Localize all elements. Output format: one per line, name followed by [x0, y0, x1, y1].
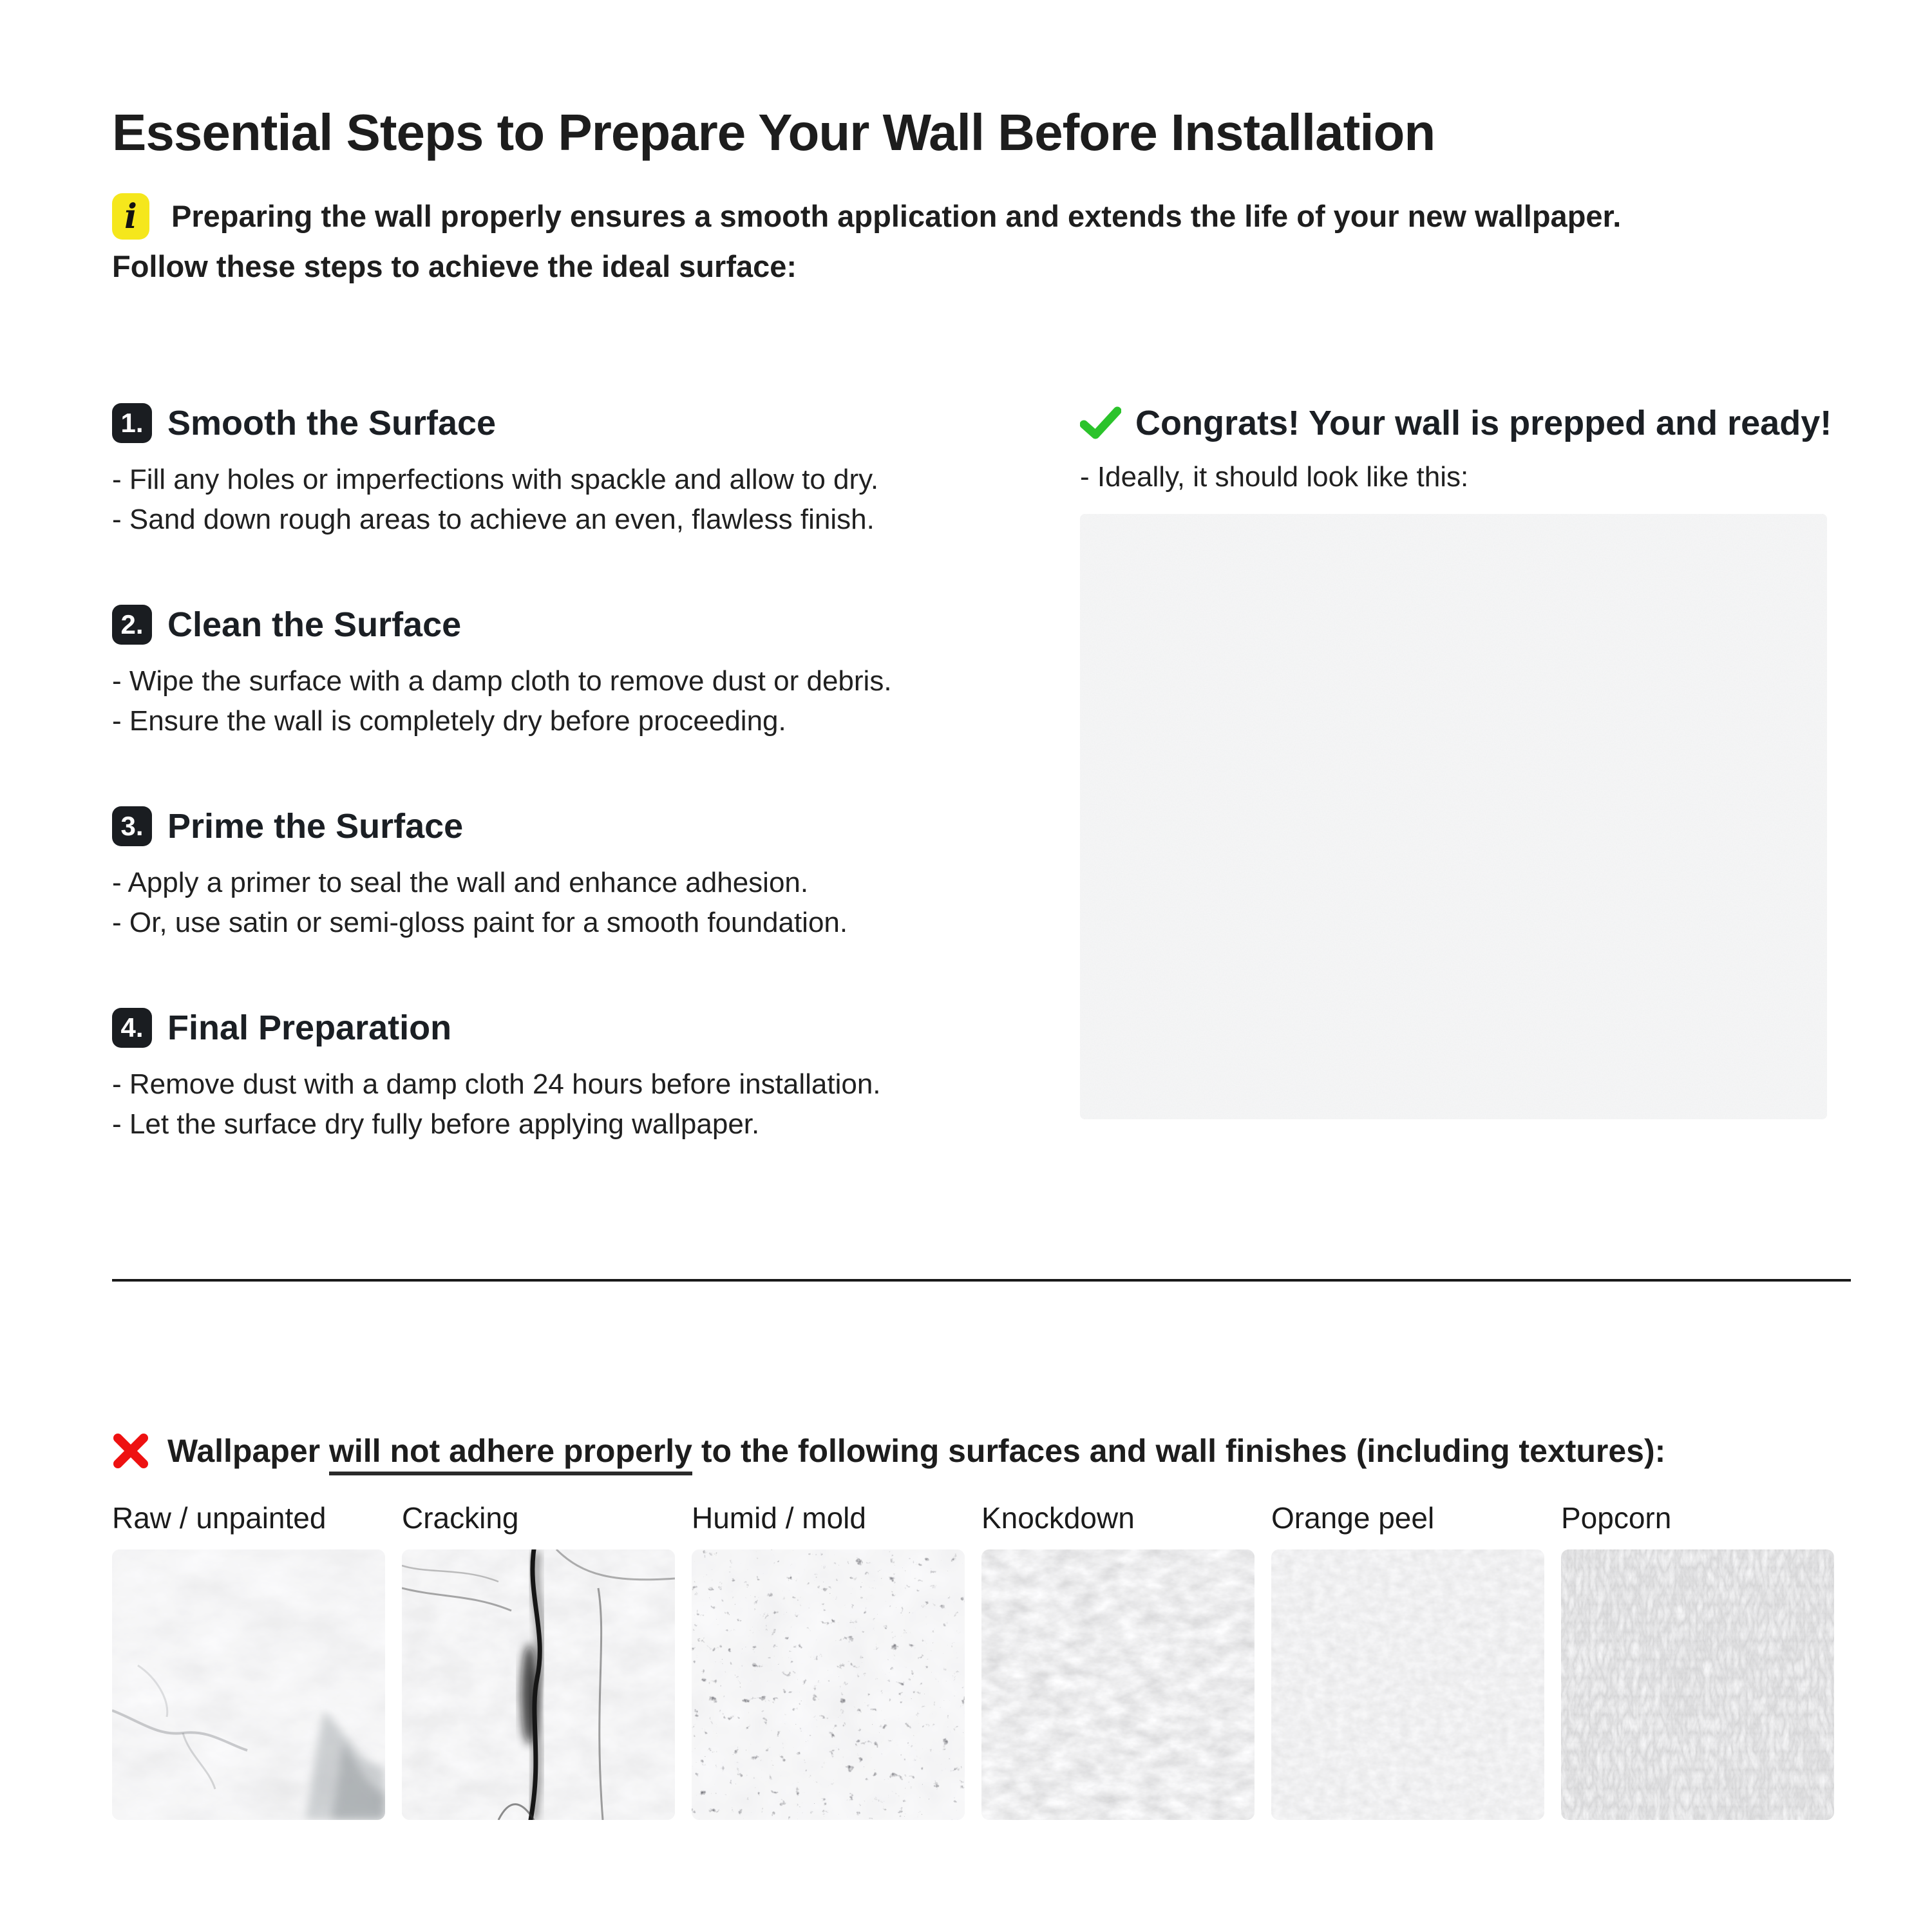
step-number-badge: 1.: [112, 403, 152, 443]
surface-column-orange-peel: [1271, 1501, 1544, 1820]
step-title: Prime the Surface: [167, 807, 464, 846]
success-panel: [1080, 403, 1840, 1119]
surface-texture-image: [112, 1549, 385, 1820]
surface-column-popcorn: [1561, 1501, 1834, 1820]
intro-note: [112, 193, 1844, 290]
surface-label: Humid / mold: [692, 1501, 866, 1535]
surface-texture-image: [402, 1549, 675, 1820]
step-number-badge: 2.: [112, 605, 152, 645]
warning-heading: Wallpaper will not adhere properly to the following surfaces and wall finishes (including textures):: [167, 1432, 1665, 1470]
step-title: Clean the Surface: [167, 605, 462, 644]
surface-column-knockdown: [981, 1501, 1255, 1820]
step-item-1: [112, 403, 1065, 540]
surface-label: Raw / unpainted: [112, 1501, 327, 1535]
step-bullet: - Let the surface dry fully before applying wallpaper.: [112, 1108, 760, 1140]
intro-text-line2: Follow these steps to achieve the ideal surface:: [112, 249, 797, 283]
intro-text-line1: Preparing the wall properly ensures a smooth application and extends the life of your new wallpaper.: [171, 199, 1622, 233]
surface-texture-image: [692, 1549, 965, 1820]
step-bullet: - Remove dust with a damp cloth 24 hours before installation.: [112, 1068, 881, 1100]
surface-label: Popcorn: [1561, 1501, 1672, 1535]
warning-section: [112, 1432, 1851, 1820]
step-number-badge: 3.: [112, 806, 152, 846]
prepped-wall-image: [1080, 514, 1827, 1119]
step-item-2: [112, 605, 1065, 741]
surface-column-raw-unpainted: [112, 1501, 385, 1820]
section-divider: [112, 1279, 1851, 1282]
step-bullet: - Wipe the surface with a damp cloth to remove dust or debris.: [112, 665, 892, 697]
surface-texture-image: [981, 1549, 1255, 1820]
step-bullet: - Or, use satin or semi-gloss paint for a smooth foundation.: [112, 907, 848, 938]
bad-surfaces-grid: [112, 1501, 1851, 1820]
step-bullet: - Apply a primer to seal the wall and enhance adhesion.: [112, 867, 809, 898]
steps-list: [112, 403, 1065, 1209]
step-item-3: [112, 806, 1065, 943]
surface-texture-image: [1561, 1549, 1834, 1820]
step-title: Smooth the Surface: [167, 404, 497, 442]
surface-texture-image: [1271, 1549, 1544, 1820]
surface-label: Knockdown: [981, 1501, 1135, 1535]
checkmark-icon: [1080, 406, 1121, 440]
success-title: Congrats! Your wall is prepped and ready!: [1135, 404, 1832, 442]
step-bullet: - Sand down rough areas to achieve an even, flawless finish.: [112, 504, 875, 535]
step-title: Final Preparation: [167, 1009, 452, 1047]
surface-column-humid-mold: [692, 1501, 965, 1820]
step-bullet: - Fill any holes or imperfections with spackle and allow to dry.: [112, 464, 879, 495]
surface-label: Cracking: [402, 1501, 519, 1535]
info-icon: i: [112, 193, 149, 240]
step-number-badge: 4.: [112, 1008, 152, 1048]
success-subtitle: - Ideally, it should look like this:: [1080, 461, 1469, 493]
cross-icon: [112, 1433, 149, 1469]
surface-column-cracking: [402, 1501, 675, 1820]
surface-label: Orange peel: [1271, 1501, 1435, 1535]
step-bullet: - Ensure the wall is completely dry before proceeding.: [112, 705, 786, 737]
step-item-4: [112, 1008, 1065, 1144]
page-title: Essential Steps to Prepare Your Wall Before Installation: [112, 104, 1435, 161]
